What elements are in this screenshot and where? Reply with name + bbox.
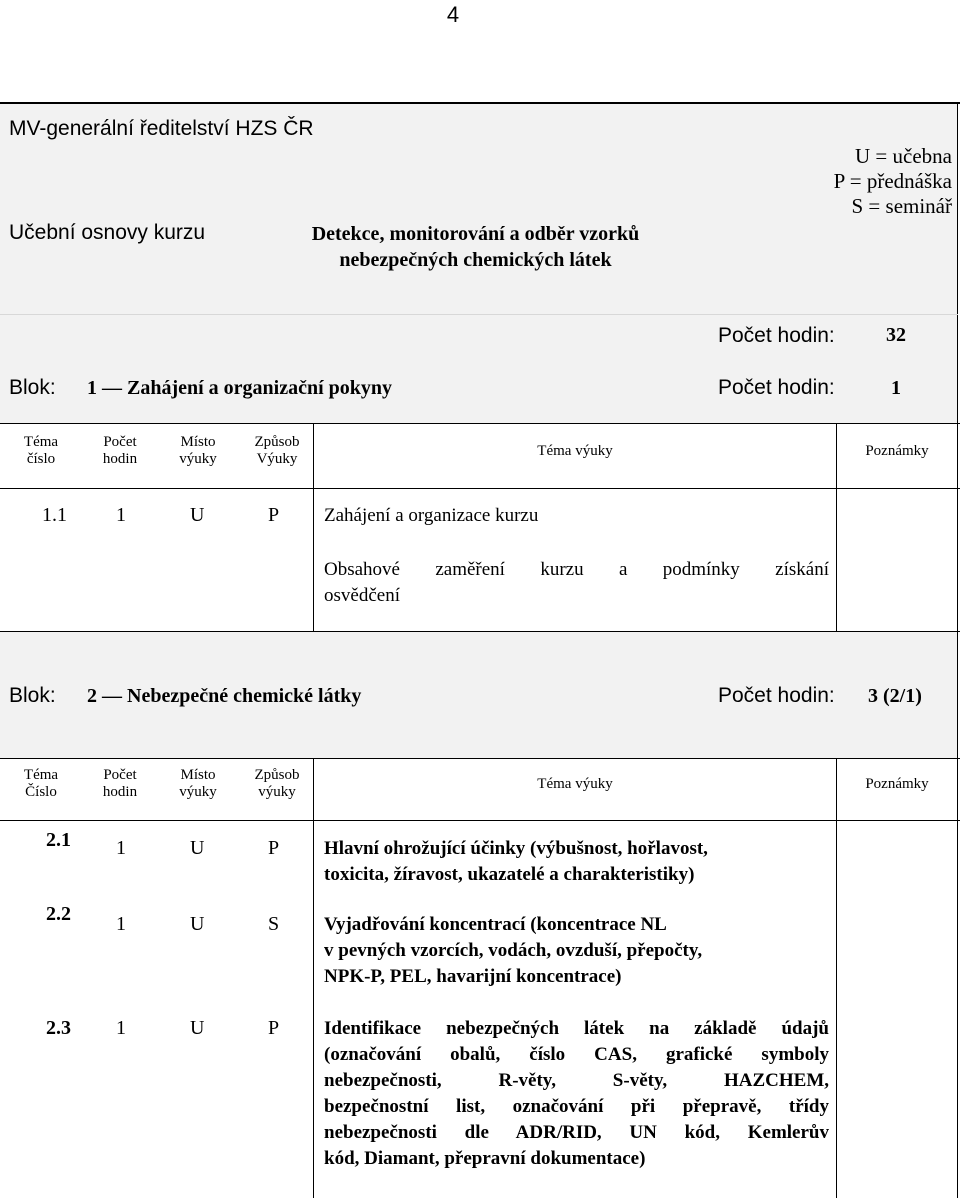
header-right-border bbox=[957, 102, 958, 424]
block1-label: Blok: bbox=[9, 376, 56, 399]
legend-prednaska: P = přednáška bbox=[833, 169, 952, 193]
block1-col-misto-vyuky: Místo výuky bbox=[179, 434, 217, 467]
header-top-border bbox=[0, 102, 960, 104]
row-2-2-num: 2.2 bbox=[46, 903, 71, 925]
block1-header-bottom bbox=[0, 488, 960, 489]
block1-row-num: 1.1 bbox=[42, 504, 67, 526]
block2-col-pocet-hodin: Počet hodin bbox=[102, 767, 138, 800]
block1-right-border bbox=[957, 423, 958, 631]
row-2-2-hours: 1 bbox=[116, 913, 126, 935]
block2-right-border bbox=[957, 758, 958, 1198]
course-title-line2: nebezpečných chemických látek bbox=[339, 249, 612, 271]
block1-title: 1 — Zahájení a organizační pokyny bbox=[87, 377, 393, 399]
legend-seminar: S = seminář bbox=[851, 194, 952, 218]
row-2-2-topic: Vyjadřování koncentrací (koncentrace NL v pevných vzorcích, vodách, ovzduší, přepočty, NPK-P, PEL, havarijní koncentrace) bbox=[324, 914, 703, 987]
block1-row-topic: Zahájení a organizace kurzu Obsahové zaměření kurzu a podmínky získání osvědčení bbox=[324, 505, 829, 606]
block1-table-top bbox=[0, 423, 960, 424]
row-2-2-method: S bbox=[268, 913, 280, 935]
block1-row-place: U bbox=[190, 504, 205, 526]
block1-hours-value: 1 bbox=[891, 377, 901, 399]
row-2-2-place: U bbox=[190, 913, 205, 935]
block2-label: Blok: bbox=[9, 684, 56, 707]
block1-row-method: P bbox=[268, 504, 280, 526]
total-hours-value: 32 bbox=[886, 324, 906, 346]
header-divider bbox=[0, 314, 958, 315]
block1-col-tema-vyuky: Téma výuky bbox=[537, 443, 613, 459]
block2-table-top bbox=[0, 758, 960, 759]
block1-row-hours: 1 bbox=[116, 504, 126, 526]
page-number: 4 bbox=[446, 2, 460, 27]
row-2-3-num: 2.3 bbox=[46, 1017, 71, 1039]
block2-band-right bbox=[957, 631, 958, 758]
block1-col-pocet-hodin: Počet hodin bbox=[102, 434, 138, 467]
block2-col-divider-right bbox=[836, 758, 837, 1198]
block2-hours-value: 3 (2/1) bbox=[868, 685, 922, 707]
curriculum-label: Učební osnovy kurzu bbox=[9, 221, 206, 244]
total-hours-label: Počet hodin: bbox=[718, 324, 835, 347]
block2-col-tema-cislo: Téma Číslo bbox=[23, 767, 59, 800]
block2-col-poznamky: Poznámky bbox=[865, 776, 929, 792]
row-2-1-place: U bbox=[190, 837, 205, 859]
row-2-3-hours: 1 bbox=[116, 1017, 126, 1039]
block2-col-zpusob-vyuky: Způsob výuky bbox=[254, 767, 300, 800]
room-type-legend bbox=[834, 144, 952, 219]
block1-col-zpusob-vyuky: Způsob Výuky bbox=[254, 434, 300, 467]
legend-ucebna: U = učebna bbox=[855, 144, 952, 168]
org-name: MV-generální ředitelství HZS ČR bbox=[9, 117, 314, 140]
row-2-3-method: P bbox=[268, 1017, 280, 1039]
row-2-3-place: U bbox=[190, 1017, 205, 1039]
row-2-1-hours: 1 bbox=[116, 837, 126, 859]
block2-header-bottom bbox=[0, 820, 960, 821]
block1-col-tema-cislo: Téma číslo bbox=[23, 434, 59, 467]
block1-col-poznamky: Poznámky bbox=[865, 443, 929, 459]
row-2-1-topic: Hlavní ohrožující účinky (výbušnost, hořlavost, toxicita, žíravost, ukazatelé a charakteristiky) bbox=[324, 838, 708, 885]
block2-col-divider-left bbox=[313, 758, 314, 1198]
block1-hours-label: Počet hodin: bbox=[718, 376, 835, 399]
block2-col-misto-vyuky: Místo výuky bbox=[179, 767, 217, 800]
block2-hours-label: Počet hodin: bbox=[718, 684, 835, 707]
course-title bbox=[278, 221, 673, 273]
block2-col-tema-vyuky: Téma výuky bbox=[537, 776, 613, 792]
row-2-3-topic: Identifikace nebezpečných látek na základě údajů (označování obalů, číslo CAS, grafické symboly nebezpečnosti, R-věty, S-věty, HAZCHEM, bezpečnostní list, označování při přepravě, třídy nebezpečnosti dle ADR/RID, UN kód, Kemlerův kód, Diamant, přepravní dokumentace) bbox=[324, 1018, 829, 1169]
block2-band-top bbox=[0, 631, 960, 632]
course-title-line1: Detekce, monitorování a odběr vzorků bbox=[311, 223, 640, 245]
row-2-1-method: P bbox=[268, 837, 280, 859]
block2-title: 2 — Nebezpečné chemické látky bbox=[87, 685, 362, 707]
row-2-1-num: 2.1 bbox=[46, 829, 71, 851]
